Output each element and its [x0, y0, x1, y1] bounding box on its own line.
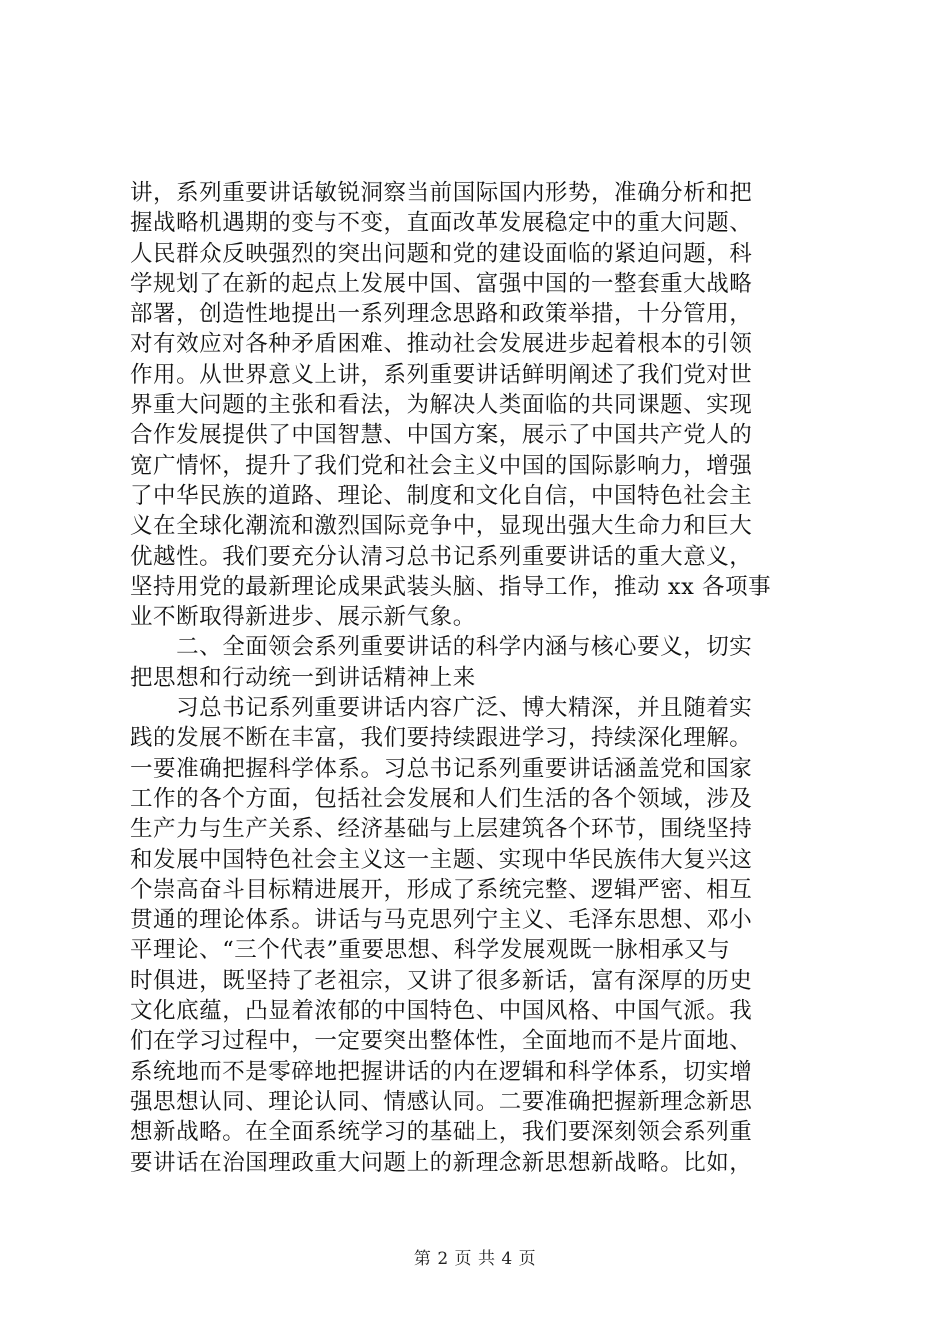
- text-line: 把思想和行动统一到讲话精神上来: [130, 664, 476, 691]
- text-line: 界重大问题的主张和看法，为解决人类面临的共同课题、实现: [130, 392, 753, 419]
- text-line: 二、全面领会系列重要讲话的科学内涵与核心要义，切实: [130, 634, 753, 661]
- text-line: 部署，创造性地提出一系列理念思路和政策举措，十分管用，: [130, 301, 753, 328]
- text-line: 对有效应对各种矛盾困难、推动社会发展进步起着根本的引领: [130, 331, 753, 358]
- text-line: 人民群众反映强烈的突出问题和党的建设面临的紧迫问题，科: [130, 240, 753, 267]
- text-line: 平理论、“三个代表”重要思想、科学发展观既一脉相承又与: [130, 937, 731, 964]
- text-line: 业不断取得新进步、展示新气象。: [130, 604, 476, 631]
- text-line: 一要准确把握科学体系。习总书记系列重要讲话涵盖党和国家: [130, 755, 753, 782]
- text-line: 和发展中国特色社会主义这一主题、实现中华民族伟大复兴这: [130, 846, 753, 873]
- text-line: 讲，系列重要讲话敏锐洞察当前国际国内形势，准确分析和把: [130, 180, 753, 206]
- text-line: 义在全球化潮流和激烈国际竞争中，显现出强大生命力和巨大: [130, 513, 753, 540]
- text-line: 要讲话在治国理政重大问题上的新理念新思想新战略。比如，: [130, 1149, 753, 1176]
- text-line: 宽广情怀，提升了我们党和社会主义中国的国际影响力，增强: [130, 452, 753, 479]
- text-line: 时俱进，既坚持了老祖宗，又讲了很多新话，富有深厚的历史: [130, 967, 753, 994]
- text-line: 想新战略。在全面系统学习的基础上，我们要深刻领会系列重: [130, 1119, 753, 1146]
- body-text: [130, 178, 840, 1178]
- text-line: 工作的各个方面，包括社会发展和人们生活的各个领域，涉及: [130, 785, 753, 812]
- text-line: 优越性。我们要充分认清习总书记系列重要讲话的重大意义，: [130, 543, 753, 570]
- text-line: 贯通的理论体系。讲话与马克思列宁主义、毛泽东思想、邓小: [130, 907, 753, 934]
- text-line: 坚持用党的最新理论成果武装头脑、指导工作，推动 xx 各项事: [130, 573, 772, 600]
- page-footer: 第 2 页 共 4 页: [413, 1249, 537, 1269]
- text-line: 习总书记系列重要讲话内容广泛、博大精深，并且随着实: [130, 695, 753, 722]
- text-line: 学规划了在新的起点上发展中国、富强中国的一整套重大战略: [130, 270, 753, 297]
- text-line: 个崇高奋斗目标精进展开，形成了系统完整、逻辑严密、相互: [130, 876, 753, 903]
- text-line: 生产力与生产关系、经济基础与上层建筑各个环节，围绕坚持: [130, 816, 753, 843]
- text-line: 握战略机遇期的变与不变，直面改革发展稳定中的重大问题、: [130, 210, 753, 237]
- text-line: 系统地而不是零碎地把握讲话的内在逻辑和科学体系，切实增: [130, 1058, 753, 1085]
- text-line: 强思想认同、理论认同、情感认同。二要准确把握新理念新思: [130, 1088, 753, 1115]
- text-line: 文化底蕴，凸显着浓郁的中国特色、中国风格、中国气派。我: [130, 998, 753, 1025]
- text-line: 们在学习过程中，一定要突出整体性，全面地而不是片面地、: [130, 1028, 753, 1055]
- text-line: 了中华民族的道路、理论、制度和文化自信，中国特色社会主: [130, 482, 753, 509]
- text-line: 作用。从世界意义上讲，系列重要讲话鲜明阐述了我们党对世: [130, 361, 753, 388]
- text-line: 践的发展不断在丰富，我们要持续跟进学习，持续深化理解。: [130, 725, 753, 752]
- text-line: 合作发展提供了中国智慧、中国方案，展示了中国共产党人的: [130, 422, 753, 449]
